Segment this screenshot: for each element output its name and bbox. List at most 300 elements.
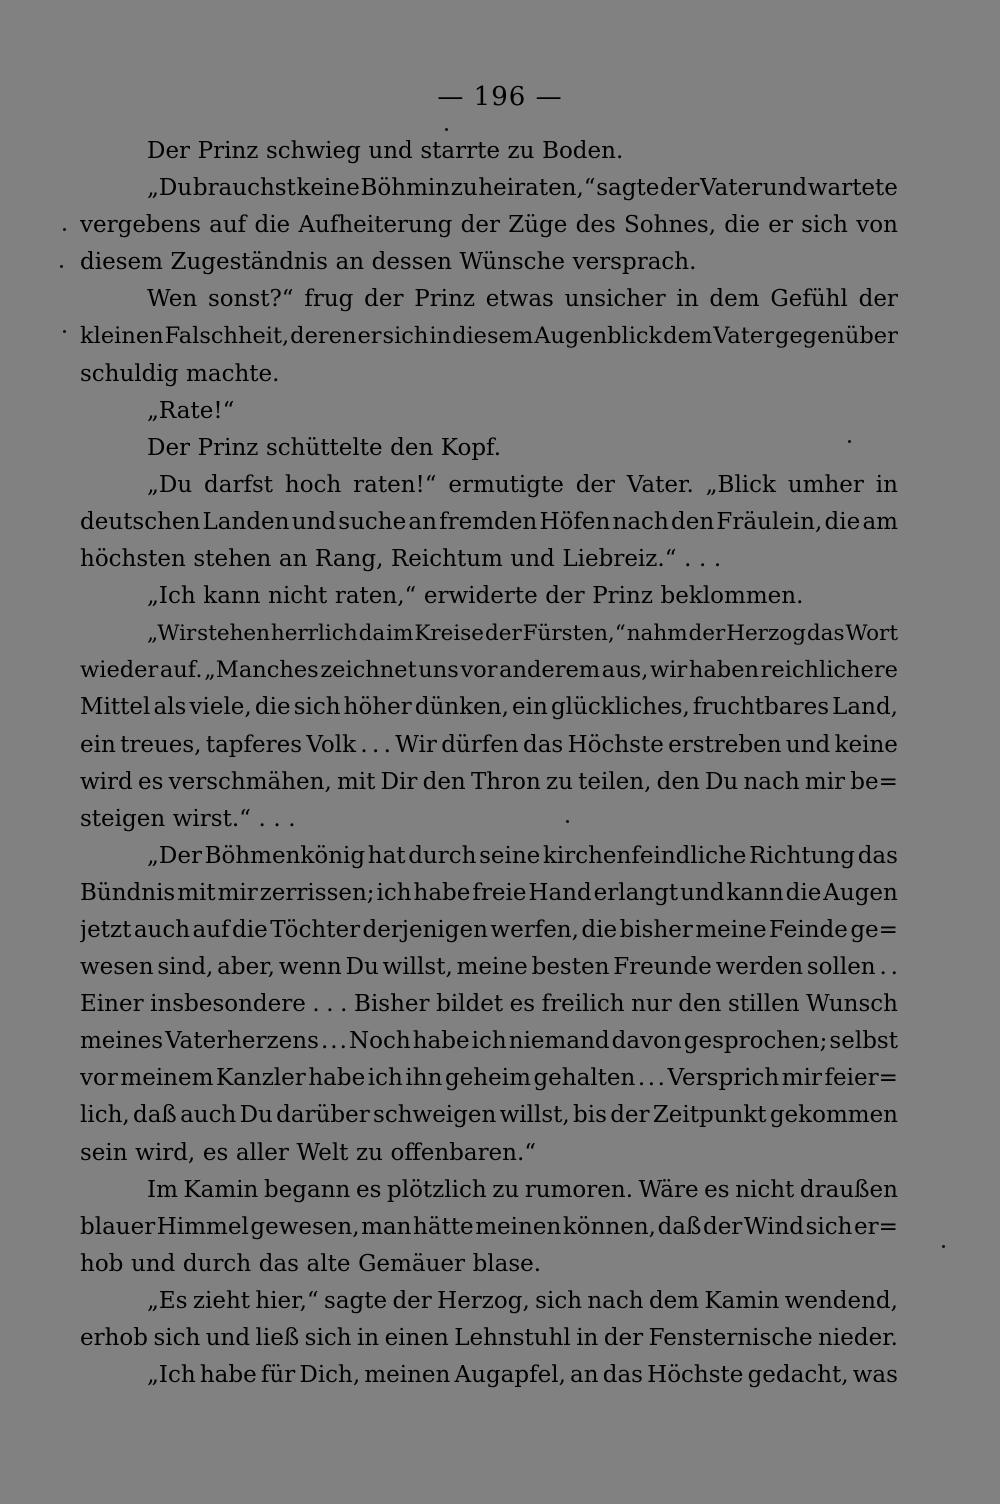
word: und (680, 879, 725, 906)
word: . (657, 1065, 665, 1092)
word: ge= (850, 916, 898, 943)
print-speck (63, 228, 66, 231)
word: zu (492, 1176, 520, 1203)
word: für (260, 1362, 296, 1389)
word: suche (338, 508, 407, 535)
text-line (80, 393, 898, 430)
word: Lehnstuhl (454, 1325, 571, 1351)
word: wirst.“ (172, 805, 251, 832)
word: Du (239, 1102, 273, 1129)
word: meinem (120, 1065, 214, 1092)
word: stillen (728, 991, 800, 1018)
word: zu (356, 1139, 383, 1166)
word: Wünsche (459, 249, 565, 276)
word: Prinz (592, 583, 653, 610)
word: viele, (189, 694, 252, 721)
word: das (806, 621, 845, 647)
word: aller (235, 1139, 289, 1166)
word: die (785, 879, 822, 906)
word: wendend, (784, 1287, 898, 1314)
word: höchsten (80, 546, 186, 573)
word: hoch (284, 471, 342, 498)
word: kleinen (80, 323, 164, 350)
word: treues, (120, 731, 202, 758)
word: durch (408, 842, 477, 869)
word: Rang, (315, 546, 384, 573)
word: Im (147, 1176, 178, 1203)
word: Gefühl (770, 286, 848, 313)
word: an (570, 1362, 599, 1389)
word: „Ich (147, 1362, 196, 1389)
word: meinen (364, 1362, 451, 1389)
word: in (429, 323, 452, 350)
word: stehen (193, 546, 272, 573)
word: zu (507, 138, 535, 164)
word: werfen, (490, 916, 579, 943)
word: er (768, 212, 793, 239)
word: nach (743, 768, 800, 795)
word: . (326, 991, 334, 1018)
word: seine (479, 842, 541, 869)
word: sind, (157, 954, 214, 981)
word: erwiderte (423, 583, 538, 610)
word: Feinde (769, 916, 848, 943)
word: Noch (349, 1028, 411, 1055)
word: „Blick (705, 471, 776, 498)
word: habe (199, 1362, 257, 1389)
word: aber, (217, 954, 275, 981)
word: unsicher (564, 286, 666, 313)
word: sein (80, 1139, 128, 1166)
word: freilich (541, 991, 625, 1018)
word: Bündnis (80, 879, 176, 906)
word: in (875, 471, 898, 498)
word: den (656, 768, 700, 795)
word: es (509, 991, 536, 1018)
word: das (258, 1250, 299, 1277)
word: meine (456, 954, 528, 981)
word: sich (304, 1325, 352, 1351)
word: ihn (405, 1065, 443, 1092)
word: schüttelte (265, 434, 383, 461)
word: das (602, 1362, 643, 1389)
word: meines (80, 1028, 164, 1055)
word: ermutigte (448, 471, 564, 498)
word: Kamin (183, 1176, 259, 1203)
word: meinen (475, 1213, 562, 1240)
word: er= (854, 1213, 898, 1240)
word: Wunsch (806, 991, 898, 1018)
word: nahm (626, 621, 688, 647)
word: be= (850, 768, 898, 795)
word: starrte (420, 138, 500, 164)
text-line (80, 356, 898, 393)
text-line (80, 207, 898, 244)
text-line (80, 133, 898, 170)
word: . (339, 1028, 347, 1055)
word: Sohnes, (624, 212, 717, 239)
text-line (80, 764, 898, 801)
word: . (320, 1028, 329, 1055)
word: es (137, 768, 164, 795)
word: steigen (80, 805, 166, 832)
word: nicht (735, 1176, 795, 1203)
word: sich (535, 1287, 583, 1314)
word: derjenigen (362, 916, 488, 943)
word: erstreben (668, 731, 782, 758)
word: Wort (845, 621, 898, 647)
word: Vater (713, 323, 774, 350)
word: den (390, 434, 434, 461)
word: blauer (80, 1213, 156, 1240)
word: Töchter (270, 916, 361, 943)
word: der (575, 471, 616, 498)
word: habe (412, 1028, 470, 1055)
word: in (676, 286, 699, 313)
word: anderem (499, 657, 601, 684)
word: da (358, 621, 386, 647)
word: daß (657, 1213, 702, 1240)
word: zieht (192, 1287, 250, 1314)
word: aus, (601, 657, 649, 684)
word: und (130, 1250, 176, 1277)
word: glückliches, (550, 694, 690, 721)
word: „Du (147, 471, 193, 498)
word: gesprochen; (683, 1028, 828, 1055)
word: keine (296, 175, 360, 202)
word: . (647, 1065, 656, 1092)
text-line (80, 244, 898, 281)
word: jetzt (80, 916, 132, 943)
word: Herzog (726, 621, 806, 647)
word: deutschen (80, 508, 201, 535)
text-line (80, 318, 898, 355)
word: Dir (380, 768, 418, 795)
word: kann (726, 879, 784, 906)
word: Kanzler (215, 1065, 306, 1092)
word: und (291, 508, 337, 535)
word: Der (147, 434, 191, 461)
word: die (254, 212, 291, 239)
word: am (862, 508, 898, 535)
word: geheim (444, 1065, 531, 1092)
word: die (724, 212, 760, 239)
word: . (258, 805, 266, 832)
word: man (361, 1213, 412, 1240)
word: stehen (197, 621, 270, 647)
word: und (205, 1325, 251, 1351)
word: den (422, 768, 466, 795)
word: auch (133, 916, 191, 943)
text-line (80, 541, 898, 578)
word: raten!“ (353, 471, 437, 498)
word: „Der (147, 842, 202, 869)
word: auch (180, 1102, 237, 1129)
word: Freunde (613, 954, 712, 981)
word: haben (688, 657, 760, 684)
word: etwas (485, 286, 554, 313)
word: Landen (202, 508, 290, 535)
word: ließ (255, 1325, 300, 1351)
word: Bisher (354, 991, 430, 1018)
print-speck (63, 330, 66, 333)
word: zeichnet (320, 657, 417, 684)
word: Gemäuer (358, 1250, 465, 1277)
word: Land, (832, 694, 898, 721)
word: . (698, 546, 707, 573)
word: wesen (80, 954, 154, 981)
word: sonst?“ (207, 286, 294, 313)
word: Prinz (197, 138, 259, 164)
word: des (575, 212, 616, 239)
word: die (824, 508, 861, 535)
text-line (80, 1097, 898, 1134)
word: meine (695, 916, 767, 943)
word: draußen (799, 1176, 898, 1203)
text-line (80, 615, 898, 652)
word: dem (663, 323, 713, 350)
text-line (80, 281, 898, 318)
word: daß (133, 1102, 177, 1129)
word: ich (376, 879, 412, 906)
word: Vater (700, 175, 763, 202)
text-line (80, 875, 898, 912)
word: kirchenfeindliche (542, 842, 747, 869)
word: verschmähen, (168, 768, 332, 795)
word: Dich, (299, 1362, 361, 1389)
word: Wind (743, 1213, 805, 1240)
word: Zugeständnis (170, 249, 328, 276)
word: davon (611, 1028, 682, 1055)
word: Wen (147, 286, 198, 313)
word: Du (345, 954, 379, 981)
word: dürfen (441, 731, 519, 758)
text-line (80, 467, 898, 504)
word: heiraten,“ (478, 175, 596, 202)
word: der (392, 1287, 432, 1314)
word: . (890, 954, 898, 981)
word: die (581, 916, 618, 943)
word: deren (290, 323, 357, 350)
word: nieder. (818, 1325, 898, 1351)
text-line (80, 1172, 898, 1209)
word: erlangt (593, 879, 679, 906)
word: niemand (508, 1028, 610, 1055)
word: gedacht, (747, 1362, 849, 1389)
print-speck (848, 440, 851, 443)
word: Welt (296, 1139, 349, 1166)
word: nicht (268, 583, 328, 610)
word: Augen (823, 879, 898, 906)
word: nach (587, 1287, 644, 1314)
word: Fensternische (648, 1325, 813, 1351)
word: mit (177, 879, 216, 906)
word: auf (209, 212, 247, 239)
word: erhob (80, 1325, 148, 1351)
word: er (357, 323, 382, 350)
word: es (202, 1139, 229, 1166)
word: . (637, 1065, 646, 1092)
word: reichlichere (760, 657, 898, 684)
print-speck (942, 1245, 945, 1248)
word: die (254, 694, 291, 721)
word: Züge (508, 212, 568, 239)
word: feier= (824, 1065, 898, 1092)
word: Kopf. (440, 434, 502, 461)
word: gehalten (533, 1065, 636, 1092)
word: dem (709, 286, 760, 313)
word: mir (217, 879, 258, 906)
word: sich (382, 323, 429, 350)
word: vor (460, 657, 498, 684)
word: darfst (204, 471, 274, 498)
word: „Es (147, 1287, 188, 1314)
word: Vater. (626, 471, 694, 498)
word: beklommen. (660, 583, 804, 610)
word: Volk (306, 731, 357, 758)
word: habe (413, 879, 471, 906)
word: Der (147, 138, 191, 164)
word: schwieg (265, 138, 361, 164)
word: mit (336, 768, 376, 795)
word: herrlich (270, 621, 358, 647)
word: alte (306, 1250, 351, 1277)
text-line (80, 1135, 898, 1172)
word: hat (367, 842, 406, 869)
word: tapferes (205, 731, 303, 758)
text-line (80, 949, 898, 986)
word: Böhmin (360, 175, 451, 202)
word: Augapfel, (454, 1362, 566, 1389)
word: begann (263, 1176, 351, 1203)
text-line (80, 912, 898, 949)
word: der (603, 1325, 644, 1351)
word: selbst (829, 1028, 898, 1055)
word: können, (562, 1213, 656, 1240)
word: Mittel (80, 694, 151, 721)
text-line (80, 986, 898, 1023)
word: und (785, 731, 831, 758)
word: der (484, 621, 522, 647)
text-line (80, 578, 898, 615)
word: Boden. (542, 138, 624, 164)
word: teilen, (578, 768, 652, 795)
word: es (704, 1176, 730, 1203)
word: . (340, 991, 348, 1018)
word: vor (80, 1065, 118, 1092)
word: wird, (135, 1139, 196, 1166)
word: diesem (80, 249, 163, 276)
word: gewesen, (250, 1213, 360, 1240)
word: Kreise (414, 621, 485, 647)
word: hätte (413, 1213, 474, 1240)
word: werden (715, 954, 804, 981)
word: Falschheit, (164, 323, 290, 350)
word: Augenblick (534, 323, 663, 350)
word: willst, (382, 954, 453, 981)
word: nur (631, 991, 672, 1018)
word: der (364, 286, 404, 313)
word: Fürsten,“ (522, 621, 626, 647)
word: Höchste (567, 731, 664, 758)
text-line (80, 1357, 898, 1394)
word: in (576, 1325, 599, 1351)
word: sich (293, 694, 341, 721)
word: mir (804, 768, 846, 795)
word: hier,“ (255, 1287, 319, 1314)
word: besten (531, 954, 610, 981)
word: den (670, 508, 715, 535)
word: das (857, 842, 898, 869)
word: versprach. (572, 249, 697, 276)
word: dünken, (414, 694, 509, 721)
word: ein (512, 694, 548, 721)
word: Höfen (539, 508, 611, 535)
word: an (278, 546, 308, 573)
page-number-header: — 196 — (437, 82, 563, 112)
word: Aufheiterung (298, 212, 453, 239)
word: blase. (472, 1250, 542, 1277)
word: „Du (147, 175, 193, 202)
word: mir (781, 1065, 822, 1092)
word: höher (343, 694, 412, 721)
text-line (80, 1320, 898, 1357)
word: der (460, 212, 500, 239)
word: und (510, 546, 555, 573)
word: und (368, 138, 413, 164)
word: willst, (499, 1102, 570, 1129)
word: wenn (278, 954, 342, 981)
word: ich (471, 1028, 507, 1055)
word: sich (805, 1213, 853, 1240)
word: der (858, 286, 898, 313)
word: darüber (276, 1102, 370, 1129)
word: brauchst (192, 175, 296, 202)
word: Fräulein, (716, 508, 823, 535)
word: einen (384, 1325, 449, 1351)
word: sollen (806, 954, 876, 981)
word: wird (80, 768, 133, 795)
text-line (80, 170, 898, 207)
word: raten,“ (334, 583, 417, 610)
word: Versprich (667, 1065, 780, 1092)
text-line (80, 430, 898, 467)
word: was (852, 1362, 898, 1389)
word: Richtung (749, 842, 856, 869)
word: bis (573, 1102, 607, 1129)
word: auf. (159, 657, 203, 684)
word: Herzog, (437, 1287, 530, 1314)
word: die (232, 916, 268, 943)
word: der (660, 175, 700, 202)
word: nach (612, 508, 669, 535)
word: . (879, 954, 887, 981)
word: . (383, 731, 391, 758)
word: Vaterherzens (165, 1028, 319, 1055)
word: freie (472, 879, 527, 906)
word: dessen (371, 249, 452, 276)
word: vergebens (80, 212, 201, 239)
word: diesem (452, 323, 534, 350)
word: . (371, 731, 380, 758)
text-line (80, 1283, 898, 1320)
word: es (355, 1176, 382, 1203)
word: . (713, 546, 722, 573)
word: . (273, 805, 281, 832)
text-line (80, 504, 898, 541)
word: Kamin (704, 1287, 780, 1314)
word: gegenüber (774, 323, 898, 350)
